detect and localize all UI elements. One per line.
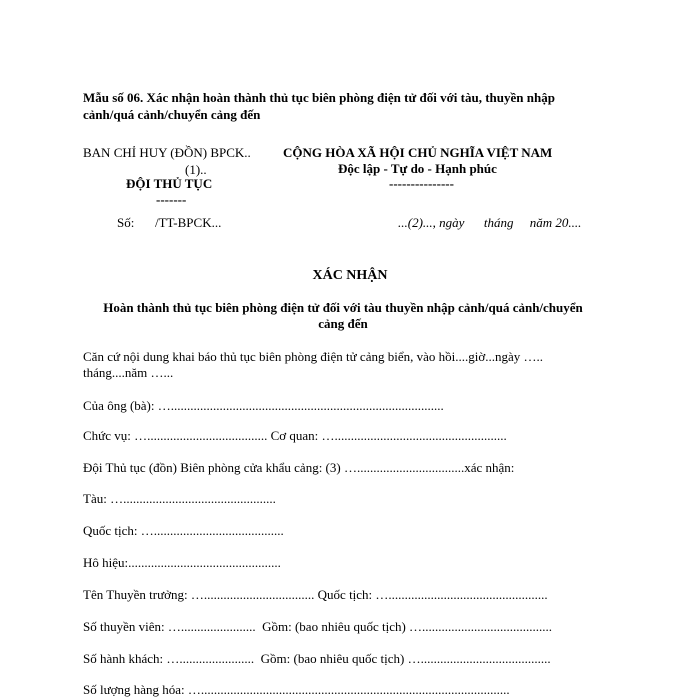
- owner-field: Của ông (bà): …....................................................................................: [83, 398, 444, 413]
- intro-text-line2: tháng....năm …...: [83, 365, 174, 380]
- number-value: /TT-BPCK...: [155, 215, 222, 230]
- right-header-rule: ---------------: [389, 176, 454, 191]
- passengers-field: Số hành khách: …....................... Gồm: (bao nhiêu quốc tịch) …........................................: [83, 651, 551, 666]
- document-subtitle-line1: Hoàn thành thủ tục biên phòng điện tử đối với tàu thuyền nhập cảnh/quá cảnh/chuyển: [103, 300, 583, 315]
- form-title-line1: Mẫu số 06. Xác nhận hoàn thành thủ tục biên phòng điện tử đối với tàu, thuyền nhập: [83, 90, 555, 105]
- position-agency-field: Chức vụ: …..................................... Cơ quan: ….....................................................: [83, 428, 507, 443]
- command-code: (1)..: [185, 162, 207, 177]
- country-name: CỘNG HÒA XÃ HỘI CHỦ NGHĨA VIỆT NAM: [283, 145, 553, 160]
- team-confirm-field: Đội Thủ tục (đồn) Biên phòng cửa khẩu cảng: (3) ….................................xác nhận:: [83, 460, 515, 475]
- intro-text-line1: Căn cứ nội dung khai báo thủ tục biên phòng điện tử cảng biển, vào hồi....giờ...ngày …..: [83, 349, 543, 364]
- team-name: ĐỘI THỦ TỤC: [126, 176, 213, 191]
- cargo-field: Số lượng hàng hóa: …...............................................................................................: [83, 682, 510, 697]
- document-subtitle-line2: cảng đến: [318, 316, 368, 331]
- left-header-rule: -------: [156, 192, 187, 207]
- date-line: ...(2)..., ngày tháng năm 20....: [398, 215, 582, 230]
- captain-field: Tên Thuyền trưởng: ….................................. Quốc tịch: ….................................................: [83, 587, 548, 602]
- callsign-field: Hô hiệu:...............................................: [83, 555, 281, 570]
- number-label: Số:: [117, 215, 135, 230]
- crew-field: Số thuyền viên: …....................... Gồm: (bao nhiêu quốc tịch) …........................................: [83, 619, 553, 634]
- ship-field: Tàu: …...............................................: [83, 491, 276, 506]
- document-title: XÁC NHẬN: [312, 268, 388, 283]
- command-name: BAN CHỈ HUY (ĐỒN) BPCK..: [83, 145, 251, 160]
- motto: Độc lập - Tự do - Hạnh phúc: [338, 161, 497, 176]
- nationality-field: Quốc tịch: …........................................: [83, 523, 284, 538]
- form-title-line2: cảnh/quá cảnh/chuyển cảng đến: [83, 107, 261, 122]
